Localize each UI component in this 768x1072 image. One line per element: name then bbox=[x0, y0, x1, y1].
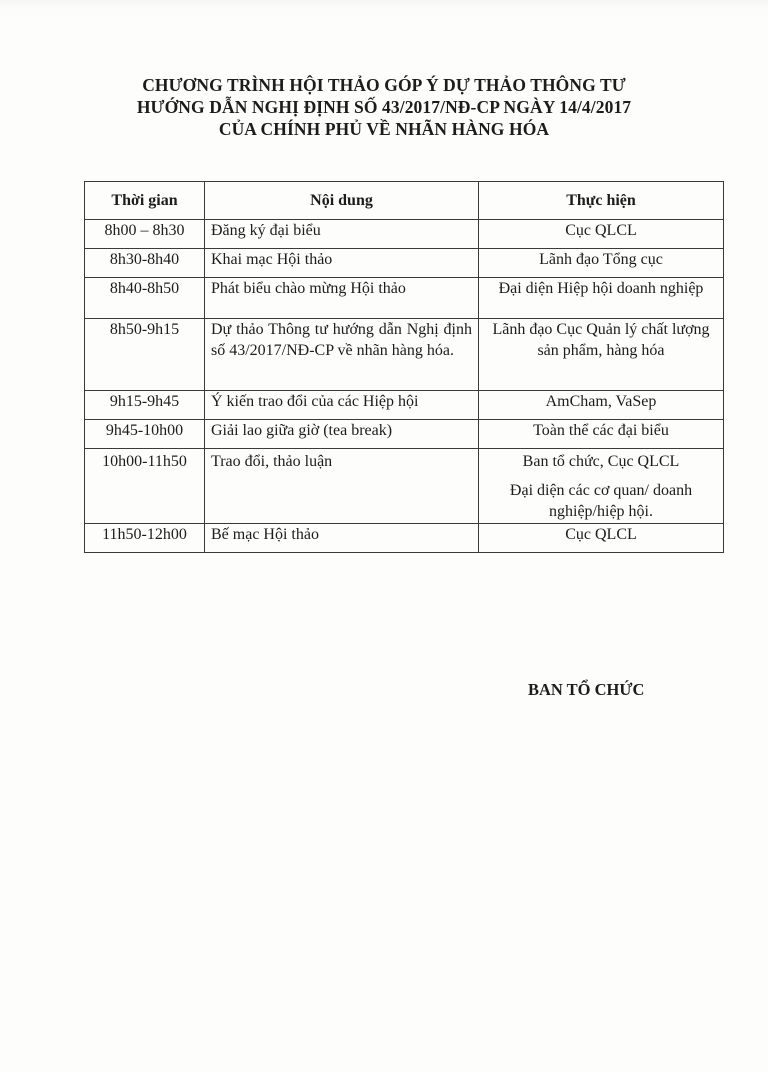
table-row bbox=[85, 319, 724, 391]
row-time: 9h45-10h00 bbox=[85, 420, 205, 449]
performer-text: Cục QLCL bbox=[565, 526, 637, 543]
performer-text: Lãnh đạo Cục Quản lý chất lượng sản phẩm, hàng hóa bbox=[492, 321, 710, 359]
row-performer bbox=[479, 449, 724, 524]
row-content: Trao đổi, thảo luận bbox=[205, 449, 479, 524]
header-content: Nội dung bbox=[205, 182, 479, 220]
row-time: 8h40-8h50 bbox=[85, 278, 205, 319]
row-performer bbox=[479, 249, 724, 278]
row-time: 8h00 – 8h30 bbox=[85, 220, 205, 249]
performer-text: Đại diện các cơ quan/ doanh nghiệp/hiệp hội. bbox=[509, 482, 693, 520]
table-row bbox=[85, 524, 724, 553]
row-content: Bế mạc Hội thảo bbox=[205, 524, 479, 553]
performer-text: Ban tổ chức, Cục QLCL bbox=[522, 453, 680, 470]
row-performer bbox=[479, 278, 724, 319]
performer-text: Đại diện Hiệp hội doanh nghiệp bbox=[498, 280, 704, 297]
row-time: 8h50-9h15 bbox=[85, 319, 205, 391]
title-line-1: CHƯƠNG TRÌNH HỘI THẢO GÓP Ý DỰ THẢO THÔNG TƯ bbox=[142, 75, 626, 95]
schedule-table bbox=[84, 181, 724, 553]
row-time: 8h30-8h40 bbox=[85, 249, 205, 278]
performer-text: Cục QLCL bbox=[565, 222, 637, 239]
row-content: Khai mạc Hội thảo bbox=[205, 249, 479, 278]
row-content: Ý kiến trao đổi của các Hiệp hội bbox=[205, 391, 479, 420]
row-performer bbox=[479, 220, 724, 249]
title-line-2: HƯỚNG DẪN NGHỊ ĐỊNH SỐ 43/2017/NĐ-CP NGÀY 14/4/2017 bbox=[136, 97, 632, 117]
table-row bbox=[85, 220, 724, 249]
row-performer bbox=[479, 319, 724, 391]
table-row bbox=[85, 449, 724, 524]
row-time: 11h50-12h00 bbox=[85, 524, 205, 553]
table-row bbox=[85, 249, 724, 278]
row-performer bbox=[479, 420, 724, 449]
performer-text: Lãnh đạo Tổng cục bbox=[539, 251, 663, 268]
table-row bbox=[85, 391, 724, 420]
header-time: Thời gian bbox=[85, 182, 205, 220]
performer-text: AmCham, VaSep bbox=[545, 393, 657, 410]
document-title bbox=[0, 74, 768, 140]
header-performer: Thực hiện bbox=[479, 182, 724, 220]
organizer-signature: BAN TỔ CHỨC bbox=[528, 680, 645, 699]
title-line-3: CỦA CHÍNH PHỦ VỀ NHÃN HÀNG HÓA bbox=[218, 119, 550, 139]
row-time: 10h00-11h50 bbox=[85, 449, 205, 524]
row-time: 9h15-9h45 bbox=[85, 391, 205, 420]
row-performer bbox=[479, 391, 724, 420]
row-content: Giải lao giữa giờ (tea break) bbox=[205, 420, 479, 449]
row-performer bbox=[479, 524, 724, 553]
table-header-row bbox=[85, 182, 724, 220]
row-content: Đăng ký đại biểu bbox=[205, 220, 479, 249]
row-content: Phát biểu chào mừng Hội thảo bbox=[205, 278, 479, 319]
table-row bbox=[85, 420, 724, 449]
performer-text: Toàn thể các đại biểu bbox=[533, 422, 669, 439]
row-content: Dự thảo Thông tư hướng dẫn Nghị định số 43/2017/NĐ-CP về nhãn hàng hóa. bbox=[205, 319, 479, 391]
table-row bbox=[85, 278, 724, 319]
